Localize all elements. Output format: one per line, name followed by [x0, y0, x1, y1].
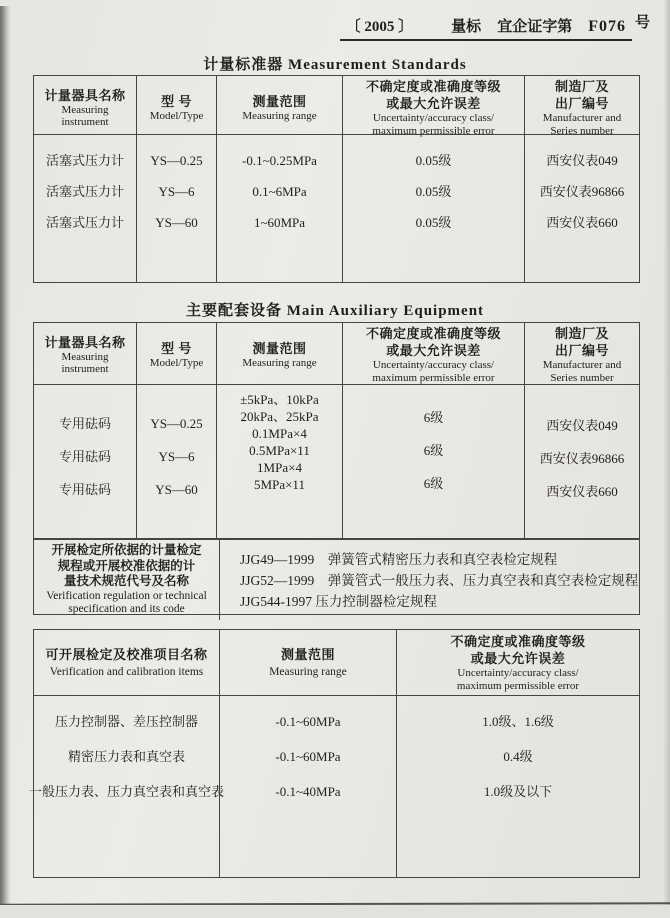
table-body [29, 696, 639, 877]
cell-manufacturer: 西安仪表96866 [539, 450, 625, 466]
table-body [34, 135, 639, 282]
col-header-accuracy: 不确定度或准确度等级 或最大允许误差 Uncertainty/accuracy class/ maximum permissible error [343, 76, 525, 139]
certificate-number: F076 [588, 18, 626, 35]
cell-accuracy: 6级 [423, 409, 444, 425]
cell-instrument: 活塞式压力计 [45, 214, 124, 230]
cell-model: YS—60 [155, 481, 198, 497]
cell-accuracy: 6级 [423, 475, 444, 491]
cell-range-line: ±5kPa、10kPa [240, 392, 319, 407]
column-accuracy [397, 696, 639, 877]
verification-basis-label: 开展检定所依据的计量检定 规程或开展校准依据的计 量技术规范代号及名称 Verification regulation or technical specification and its code [34, 540, 220, 620]
cell-range: 1~60MPa [253, 214, 306, 230]
cell-instrument: 专用砝码 [58, 481, 111, 497]
cell-item: 压力控制器、差压控制器 [54, 713, 198, 729]
cell-range-line: 0.1MPa×4 [252, 426, 307, 441]
cell-manufacturer: 西安仪表660 [546, 214, 618, 230]
column-accuracy [343, 135, 525, 282]
cell-range: -0.1~40MPa [275, 783, 341, 799]
verification-basis-row [34, 540, 639, 620]
calibration-items-table [29, 629, 640, 878]
column-accuracy [343, 385, 525, 538]
cell-range-line: 1MPa×4 [257, 460, 302, 475]
table-body [34, 385, 639, 538]
section-title-auxiliary-equipment: 主要配套设备 Main Auxiliary Equipment [185, 303, 485, 319]
col-header-range: 测量范围 Measuring range [217, 323, 343, 386]
regulation-line: JJG49—1999 弹簧管式精密压力表和真空表检定规程 [240, 552, 558, 567]
column-instrument [34, 385, 137, 538]
column-manufacturer [525, 135, 639, 282]
cell-accuracy: 6级 [423, 442, 444, 458]
cell-accuracy: 0.05级 [415, 214, 452, 230]
cell-model: YS—6 [158, 448, 195, 464]
col-header-model: 型 号 Model/Type [137, 76, 217, 139]
column-instrument [34, 135, 137, 282]
cell-model: YS—6 [158, 183, 195, 199]
verification-basis-regulations [220, 540, 644, 620]
cell-model: YS—60 [155, 214, 198, 230]
cell-range: -0.1~0.25MPa [242, 152, 317, 168]
certificate-year: 〔 2005 〕 [345, 19, 414, 35]
certificate-suffix: 号 [634, 15, 650, 31]
cell-accuracy: 0.4级 [503, 748, 533, 764]
cell-range-line: 20kPa、25kPa [240, 409, 319, 424]
col-header-range: 测量范围 Measuring range [220, 630, 397, 695]
column-items [29, 696, 225, 877]
column-model [137, 385, 217, 538]
cell-range: 0.1~6MPa [252, 183, 307, 199]
cell-manufacturer: 西安仪表660 [546, 483, 618, 499]
cell-model: YS—0.25 [150, 152, 203, 168]
table-header-row [34, 76, 639, 135]
cell-accuracy: 0.05级 [415, 183, 452, 199]
col-header-accuracy: 不确定度或准确度等级 或最大允许误差 Uncertainty/accuracy class/ maximum permissible error [450, 634, 586, 692]
cell-manufacturer: 西安仪表049 [546, 152, 618, 168]
cell-accuracy: 1.0级、1.6级 [482, 713, 554, 729]
verification-basis-box [33, 539, 640, 615]
cell-manufacturer: 西安仪表96866 [539, 183, 625, 199]
certificate-mark: 量标 [451, 19, 482, 35]
auxiliary-equipment-table [33, 322, 640, 539]
col-header-manufacturer: 制造厂及 出厂编号 Manufacturer and Series number [542, 326, 622, 384]
table-header-row [34, 630, 639, 696]
column-model [137, 135, 217, 282]
scan-edge-bottom [0, 905, 670, 918]
cell-instrument: 专用砝码 [58, 415, 111, 431]
cell-range-line: 5MPa×11 [254, 477, 305, 492]
scan-edge-left [0, 6, 11, 918]
table-header-row [34, 323, 639, 385]
cell-range: -0.1~60MPa [275, 713, 341, 729]
col-header-instrument: 计量器具名称 Measuring instrument [34, 323, 137, 386]
cell-item: 精密压力表和真空表 [67, 748, 185, 764]
cell-range: -0.1~60MPa [275, 748, 341, 764]
scan-edge-right [663, 0, 670, 918]
col-header-model: 型 号 Model/Type [137, 323, 217, 386]
cell-accuracy: 1.0级及以下 [483, 783, 553, 799]
certificate-prefix: 宜企证字第 [497, 19, 573, 35]
certificate-header-underlined [340, 15, 632, 41]
cell-range-line: 0.5MPa×11 [249, 443, 310, 458]
col-header-instrument: 计量器具名称 Measuring instrument [34, 76, 137, 139]
regulation-line: JJG52—1999 弹簧管式一般压力表、压力真空表和真空表检定规程 [240, 573, 639, 588]
col-header-range: 测量范围 Measuring range [217, 76, 343, 139]
column-range [217, 135, 343, 282]
col-header-accuracy: 不确定度或准确度等级 或最大允许误差 Uncertainty/accuracy class/ maximum permissible error [343, 323, 525, 386]
cell-manufacturer: 西安仪表049 [546, 417, 618, 433]
column-range [217, 385, 343, 538]
cell-instrument: 活塞式压力计 [45, 152, 124, 168]
cell-item: 一般压力表、压力真空表和真空表 [29, 783, 225, 799]
section-title-measurement-standards: 计量标准器 Measurement Standards [203, 57, 467, 73]
col-header-manufacturer: 制造厂及 出厂编号 Manufacturer and Series number [542, 79, 622, 137]
certificate-header [0, 15, 670, 41]
column-manufacturer [525, 385, 639, 538]
regulation-line: JJG544-1997 压力控制器检定规程 [240, 594, 437, 609]
cell-model: YS—0.25 [150, 415, 203, 431]
col-header-items: 可开展检定及校准项目名称 Verification and calibration items [34, 630, 220, 695]
column-range [220, 696, 397, 877]
cell-instrument: 专用砝码 [58, 448, 111, 464]
cell-instrument: 活塞式压力计 [45, 183, 124, 199]
measurement-standards-table [33, 75, 640, 283]
cell-accuracy: 0.05级 [415, 152, 452, 168]
